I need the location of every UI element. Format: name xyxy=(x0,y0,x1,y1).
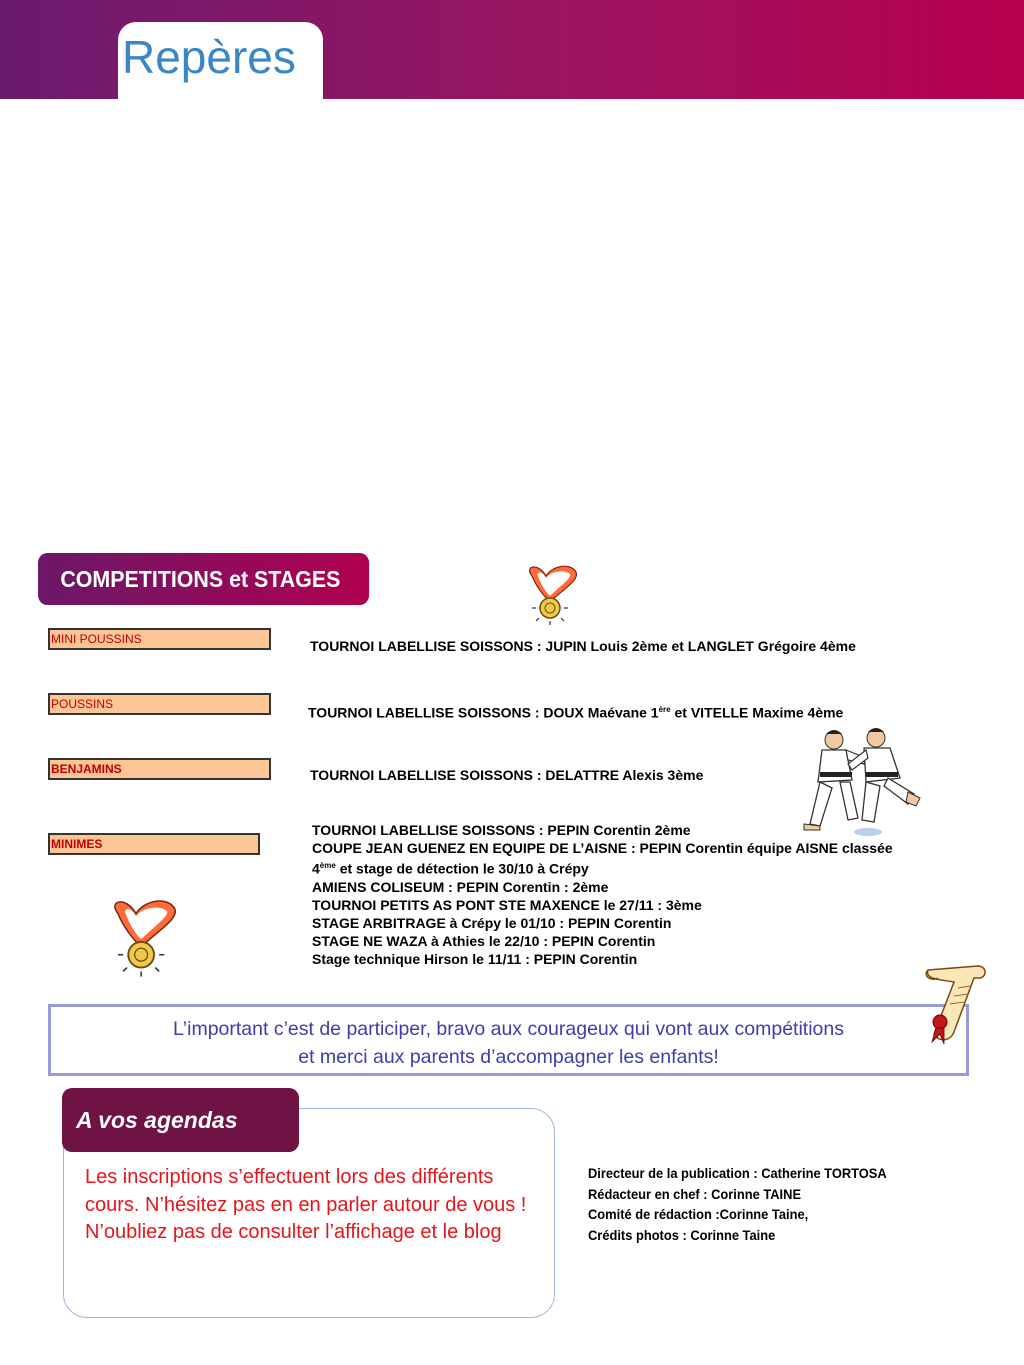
result-line: COUPE JEAN GUENEZ EN EQUIPE DE L’AISNE : PEPIN Corentin équipe AISNE classée xyxy=(312,840,893,856)
result-mini-poussins: TOURNOI LABELLISE SOISSONS : JUPIN Louis 2ème et LANGLET Grégoire 4ème xyxy=(310,638,856,654)
page-title: Repères xyxy=(122,31,296,83)
agenda-title: A vos agendas xyxy=(62,1088,299,1152)
result-line: STAGE ARBITRAGE à Crépy le 01/10 : PEPIN Corentin xyxy=(312,914,672,931)
quote-box xyxy=(48,1004,969,1076)
category-mini-poussins: MINI POUSSINS xyxy=(48,628,271,650)
agenda-line-1: Les inscriptions s’effectuent lors des différents cours. N’hésitez pas en en parler autour de vous ! xyxy=(85,1166,527,1216)
agenda-line-2: N’oubliez pas de consulter l’affichage et le blog xyxy=(85,1221,502,1243)
category-poussins: POUSSINS xyxy=(48,693,271,715)
result-line: TOURNOI PETITS AS PONT STE MAXENCE le 27/11 : 3ème xyxy=(312,896,702,913)
result-line: STAGE NE WAZA à Athies le 22/10 : PEPIN Corentin xyxy=(312,932,656,949)
credits-line: Directeur de la publication : Catherine TORTOSA xyxy=(588,1165,887,1181)
credits-line: Comité de rédaction :Corinne Taine, xyxy=(588,1206,809,1222)
credits-line: Rédacteur en chef : Corinne TAINE xyxy=(588,1185,802,1202)
section-title: COMPETITIONS et STAGES xyxy=(38,553,369,605)
result-line: TOURNOI LABELLISE SOISSONS : PEPIN Corentin 2ème xyxy=(312,822,691,838)
medal-icon xyxy=(518,564,588,626)
judo-fighters-illustration xyxy=(796,720,924,838)
result-line: 4ème et stage de détection le 30/10 à Crépy xyxy=(312,860,589,877)
quote-line-1: L’important c’est de participer, bravo aux courageux qui vont aux compétitions xyxy=(173,1018,844,1040)
result-minimes xyxy=(312,821,893,968)
medal-icon xyxy=(100,898,190,978)
result-poussins: TOURNOI LABELLISE SOISSONS : DOUX Maévane 1ère et VITELLE Maxime 4ème xyxy=(308,704,844,721)
result-line: AMIENS COLISEUM : PEPIN Corentin : 2ème xyxy=(312,878,609,895)
result-line: Stage technique Hirson le 11/11 : PEPIN Corentin xyxy=(312,950,638,967)
credits xyxy=(588,1163,887,1245)
scroll-diploma-icon xyxy=(914,962,990,1048)
credits-line: Crédits photos : Corinne Taine xyxy=(588,1226,776,1243)
category-minimes: MINIMES xyxy=(48,833,260,855)
agenda-text xyxy=(85,1164,535,1247)
category-benjamins: BENJAMINS xyxy=(48,758,271,780)
quote-line-2: et merci aux parents d’accompagner les enfants! xyxy=(298,1046,719,1068)
result-benjamins: TOURNOI LABELLISE SOISSONS : DELATTRE Alexis 3ème xyxy=(310,767,704,783)
